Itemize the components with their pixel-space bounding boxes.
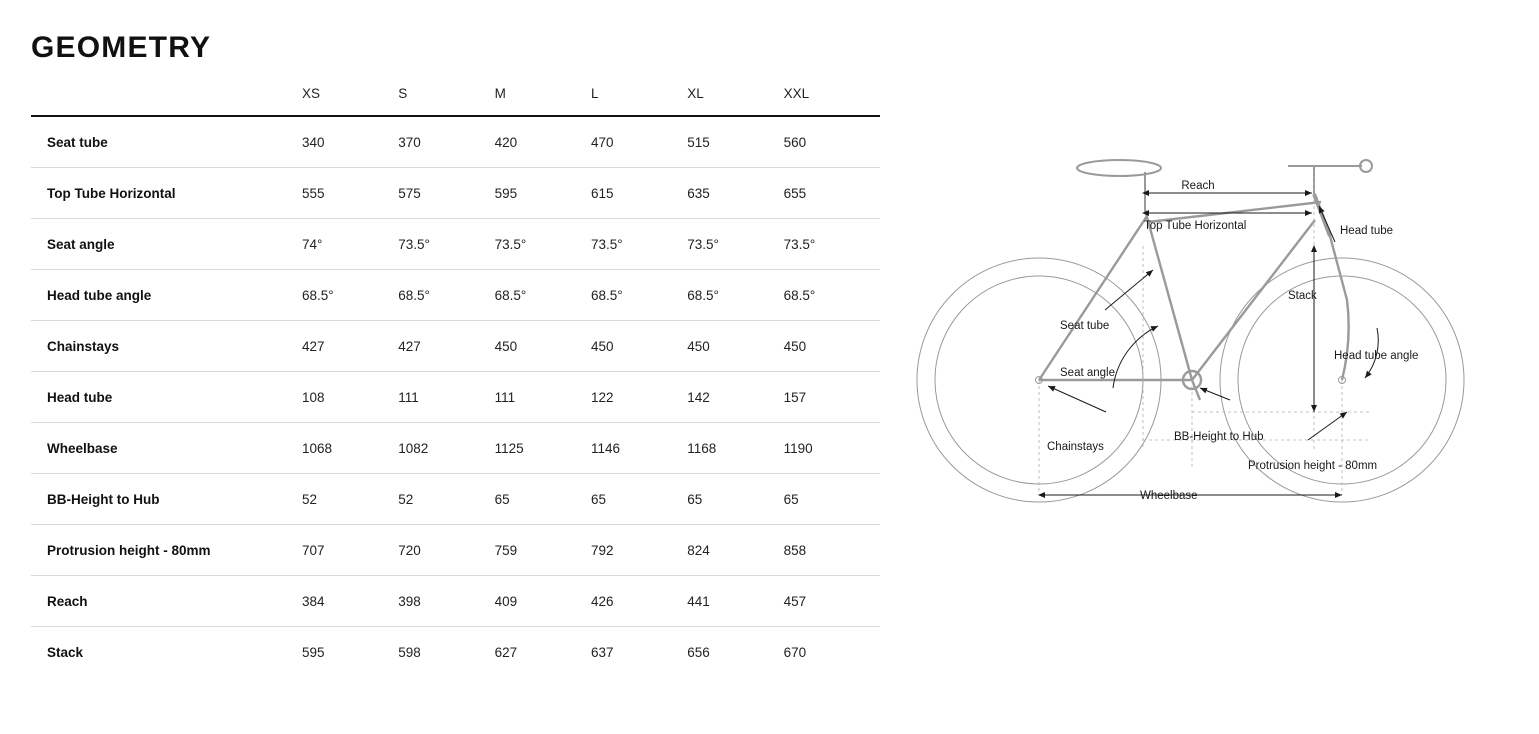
row-label: Protrusion height - 80mm: [31, 525, 302, 576]
cell-value: 1146: [591, 423, 687, 474]
geometry-size-table: [31, 86, 880, 677]
cell-value: 68.5°: [398, 270, 494, 321]
row-label: Stack: [47, 645, 84, 660]
cell-value: 575: [398, 168, 494, 219]
cell-value: 108: [302, 372, 398, 423]
cell-value: 142: [687, 372, 783, 423]
table-row: [31, 116, 880, 168]
cell-value: 824: [687, 525, 783, 576]
header-size-xxl: XXL: [783, 86, 810, 101]
cell-value: 457: [784, 576, 880, 627]
cell-value: 384: [302, 576, 398, 627]
cell-value: 1082: [398, 423, 494, 474]
table-header: [31, 86, 880, 116]
row-label: Reach: [31, 576, 302, 627]
cell-value: 74°: [302, 219, 398, 270]
cell-value: 441: [687, 576, 783, 627]
label-top-tube-horizontal: Top Tube Horizontal: [1144, 220, 1247, 232]
header-size-l: L: [590, 86, 599, 101]
cell-value: 111: [398, 372, 494, 423]
table-row: [31, 372, 880, 423]
cell-value: 427: [302, 321, 398, 372]
cell-value: 450: [495, 321, 591, 372]
label-seat-angle: Seat angle: [1060, 367, 1115, 379]
cell-value: 515: [687, 116, 783, 168]
label-head-tube: Head tube: [1340, 225, 1394, 237]
cell-value: 635: [687, 168, 783, 219]
row-label: Top Tube Horizontal: [31, 168, 302, 219]
cell-value: 52: [398, 474, 494, 525]
page-title: GEOMETRY: [31, 31, 212, 64]
bike-geometry-diagram: [900, 150, 1525, 550]
row-label: Seat angle: [31, 219, 302, 270]
cell-value: 792: [591, 525, 687, 576]
cell-value: 73.5°: [687, 219, 783, 270]
header-size-m: M: [494, 86, 506, 101]
cell-value: 409: [495, 576, 591, 627]
cell-value: 1125: [495, 423, 591, 474]
cell-value: 759: [495, 525, 591, 576]
row-label: Seat tube: [31, 116, 302, 168]
cell-value: 157: [784, 372, 880, 423]
table-row: [31, 219, 880, 270]
cell-value: 398: [398, 576, 494, 627]
cell-value: 595: [495, 168, 591, 219]
dimension-labels: [1047, 180, 1418, 502]
cell-value: 637: [590, 645, 614, 660]
table-row: [31, 576, 880, 627]
cell-value: 65: [495, 474, 591, 525]
table-row: [31, 270, 880, 321]
geometry-table: [31, 86, 880, 677]
table-row: [31, 474, 880, 525]
cell-value: 68.5°: [302, 270, 398, 321]
row-label: Wheelbase: [31, 423, 302, 474]
cell-value: 68.5°: [687, 270, 783, 321]
header-size-xs: XS: [301, 86, 320, 101]
cell-value: 52: [302, 474, 398, 525]
cell-value: 595: [301, 645, 325, 660]
cell-value: 560: [784, 116, 880, 168]
cell-value: 1068: [302, 423, 398, 474]
cell-value: 73.5°: [495, 219, 591, 270]
table-row: [31, 168, 880, 219]
table-row: [31, 423, 880, 474]
cell-value: 655: [784, 168, 880, 219]
cell-value: 470: [591, 116, 687, 168]
cell-value: 720: [398, 525, 494, 576]
cell-value: 420: [495, 116, 591, 168]
label-chainstays: Chainstays: [1047, 441, 1104, 453]
cell-value: 598: [398, 645, 421, 660]
bike-seat-and-bars: [1077, 160, 1372, 210]
cell-value: 73.5°: [591, 219, 687, 270]
label-wheelbase: Wheelbase: [1140, 490, 1198, 502]
cell-value: 858: [784, 525, 880, 576]
cell-value: 73.5°: [398, 219, 494, 270]
cell-value: 627: [494, 645, 518, 660]
table-row: [31, 627, 880, 678]
cell-value: 450: [591, 321, 687, 372]
cell-value: 122: [591, 372, 687, 423]
label-protrusion-height: Protrusion height - 80mm: [1248, 460, 1378, 472]
label-bb-height-to-hub: BB-Height to Hub: [1174, 431, 1264, 443]
table-row: [31, 525, 880, 576]
label-reach: Reach: [1181, 180, 1215, 192]
cell-value: 707: [302, 525, 398, 576]
cell-value: 370: [398, 116, 494, 168]
header-size-xl: XL: [687, 86, 704, 101]
cell-value: 450: [687, 321, 783, 372]
row-label: Head tube angle: [31, 270, 302, 321]
row-label: Head tube: [31, 372, 302, 423]
table-header-row: [31, 86, 880, 116]
header-size-s: S: [398, 86, 408, 101]
cell-value: 65: [687, 474, 783, 525]
label-head-tube-angle: Head tube angle: [1334, 350, 1419, 362]
cell-value: 656: [687, 645, 710, 660]
label-stack: Stack: [1288, 290, 1317, 302]
table-body: [31, 116, 880, 677]
cell-value: 1190: [784, 423, 880, 474]
cell-value: 555: [302, 168, 398, 219]
cell-value: 73.5°: [784, 219, 880, 270]
cell-value: 111: [495, 372, 591, 423]
cell-value: 427: [398, 321, 494, 372]
row-label: Chainstays: [31, 321, 302, 372]
cell-value: 68.5°: [495, 270, 591, 321]
cell-value: 68.5°: [784, 270, 880, 321]
row-label: BB-Height to Hub: [31, 474, 302, 525]
label-seat-tube: Seat tube: [1060, 320, 1110, 332]
cell-value: 450: [784, 321, 880, 372]
cell-value: 68.5°: [591, 270, 687, 321]
cell-value: 615: [591, 168, 687, 219]
cell-value: 426: [591, 576, 687, 627]
cell-value: 1168: [687, 423, 783, 474]
table-row: [31, 321, 880, 372]
cell-value: 65: [784, 474, 880, 525]
cell-value: 340: [302, 116, 398, 168]
cell-value: 670: [783, 645, 807, 660]
header-measure: [31, 86, 302, 116]
cell-value: 65: [591, 474, 687, 525]
